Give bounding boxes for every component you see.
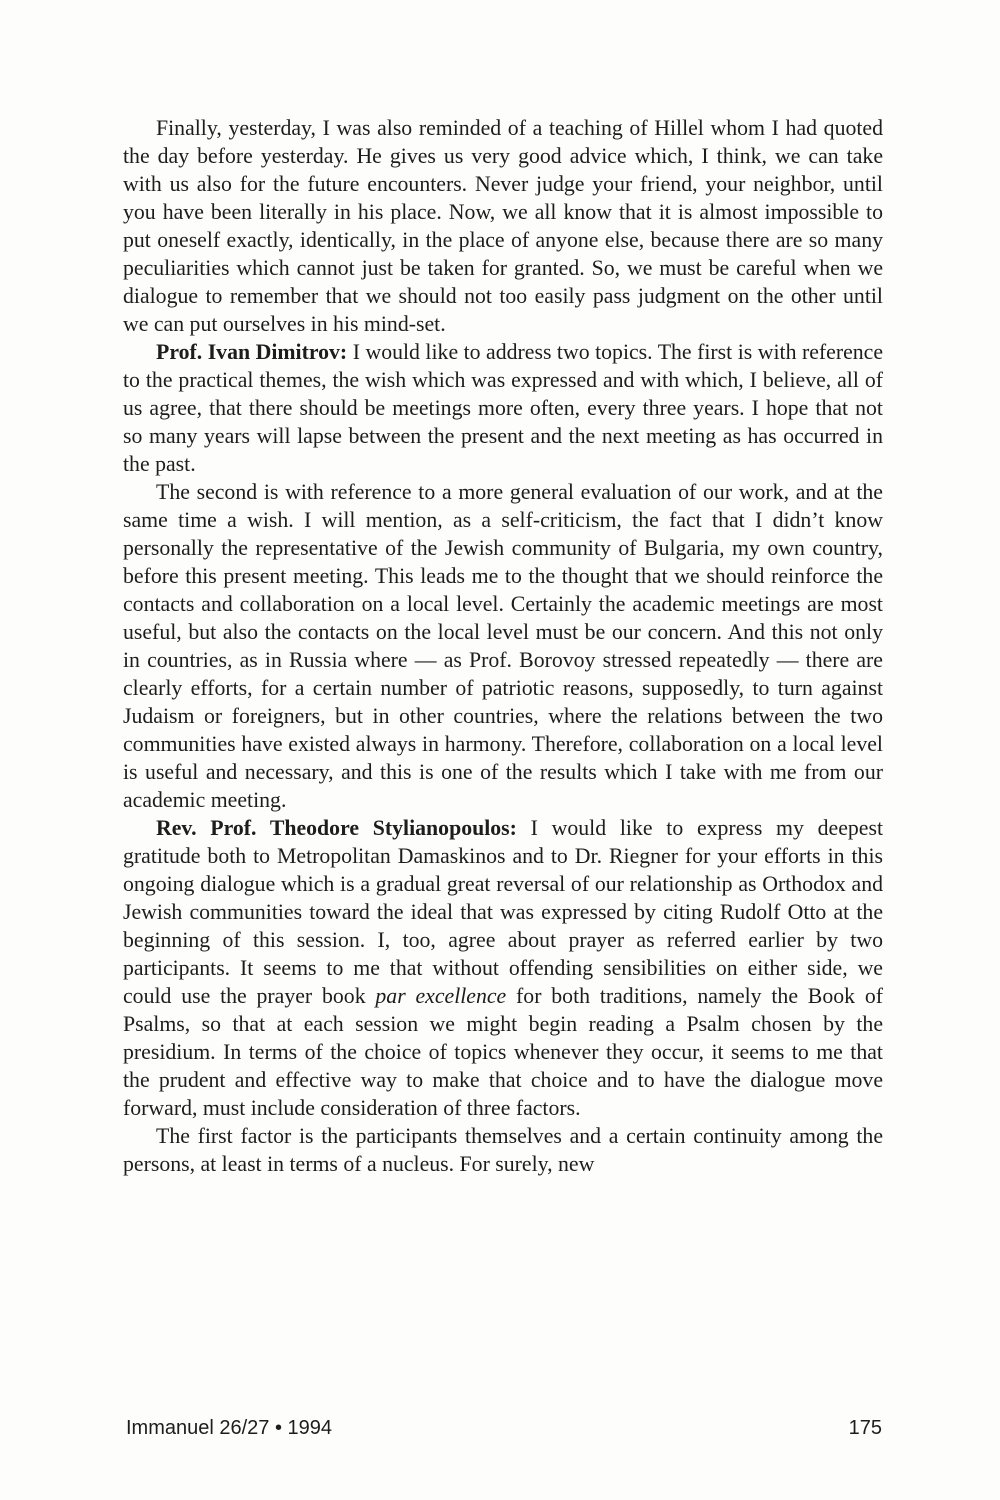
speaker-name: Rev. Prof. Theodore Stylianopoulos:	[156, 816, 517, 840]
italic-phrase: par excellence	[375, 984, 507, 1008]
body-text	[123, 114, 883, 1178]
paragraph-5	[123, 1122, 883, 1178]
paragraph-1	[123, 114, 883, 338]
speaker-name: Prof. Ivan Dimitrov:	[156, 340, 348, 364]
paragraph-text: I would like to address two topics. The first is with reference to the practical themes, the wish which was expressed and with which, I believe, all of us agree, that there should be meetings more often, every three years. I hope that not so many years will lapse between the present and the next meeting as has occurred in the past.	[123, 340, 884, 476]
paragraph-3	[123, 478, 883, 814]
paragraph-4	[123, 814, 883, 1122]
paragraph-text-before-italic: I would like to express my deepest gratitude both to Metropolitan Damaskinos and to Dr. Riegner for your efforts in this ongoing dialogue which is a gradual great reversal of our relationship as Orthodox and Jewish communities toward the ideal that was expressed by citing Rudolf Otto at the beginning of this session. I, too, agree about prayer as referred earlier by two participants. It seems to me that without offending sensibilities on either side, we could use the prayer book	[123, 816, 884, 1008]
page-footer	[126, 1417, 882, 1449]
paragraph-text: The second is with reference to a more general evaluation of our work, and at the same time a wish. I will mention, as a self-criticism, the fact that I didn’t know personally the representative of the Jewish community of Bulgaria, my own country, before this present meeting. This leads me to the thought that we should reinforce the contacts and collaboration on a local level. Certainly the academic meetings are most useful, but also the contacts on the local level must be our concern. And this not only in countries, as in Russia where — as Prof. Borovoy stressed repeatedly — there are clearly efforts, for a certain number of patriotic reasons, supposedly, to turn against Judaism or foreigners, but in other countries, where the relations between the two communities have existed always in harmony. Therefore, collaboration on a local level is useful and necessary, and this is one of the results which I take with me from our academic meeting.	[123, 480, 883, 812]
paragraph-text: The first factor is the participants themselves and a certain continuity among the persons, at least in terms of a nucleus. For surely, new	[123, 1124, 883, 1176]
paragraph-text-after-italic: for both traditions, namely the Book of Psalms, so that at each session we might begin reading a Psalm chosen by the presidium. In terms of the choice of topics whenever they occur, it seems to me that the prudent and effective way to make that choice and to have the dialogue move forward, must include consideration of three factors.	[123, 984, 884, 1120]
paragraph-2	[123, 338, 883, 478]
paragraph-text: Finally, yesterday, I was also reminded of a teaching of Hillel whom I had quoted the day before yesterday. He gives us very good advice which, I think, we can take with us also for the future encounters. Never judge your friend, your neighbor, until you have been literally in his place. Now, we all know that it is almost impossible to put oneself exactly, identically, in the place of anyone else, because there are so many peculiarities which cannot just be taken for granted. So, we must be careful when we dialogue to remember that we should not too easily pass judgment on the other until we can put ourselves in his mind-set.	[123, 116, 883, 336]
journal-citation: Immanuel 26/27 • 1994	[126, 1417, 333, 1439]
page-number: 175	[848, 1417, 882, 1439]
